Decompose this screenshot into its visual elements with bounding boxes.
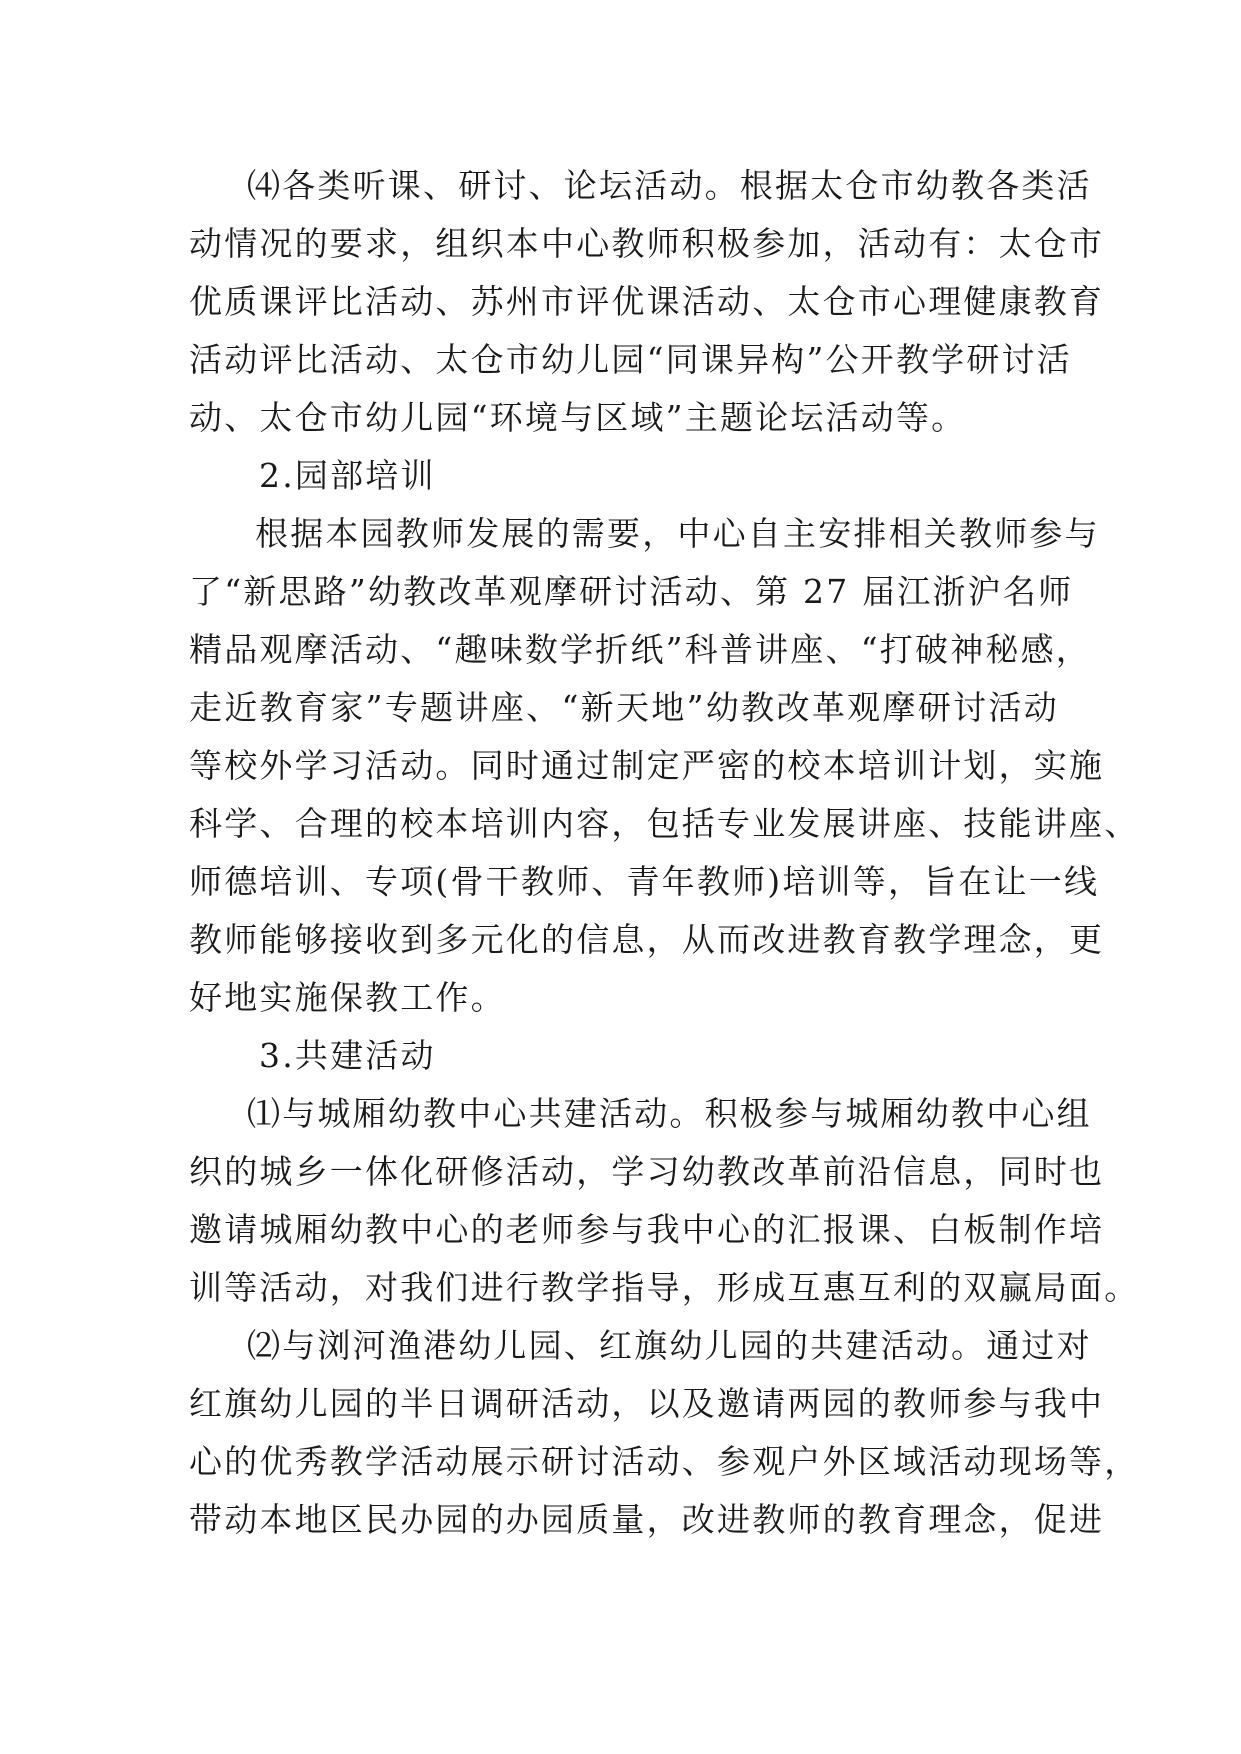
paragraph-line: 动情况的要求，组织本中心教师积极参加，活动有：太仓市 xyxy=(189,224,1105,263)
paragraph-line: 活动评比活动、太仓市幼儿园“同课异构”公开教学研讨活 xyxy=(189,340,1072,379)
paragraph-line: ⑴与城厢幼教中心共建活动。积极参与城厢幼教中心组 xyxy=(247,1094,1092,1133)
paragraph-line: 织的城乡一体化研修活动，学习幼教改革前沿信息，同时也 xyxy=(189,1152,1105,1191)
paragraph-line: 动、太仓市幼儿园“环境与区域”主题论坛活动等。 xyxy=(189,398,967,437)
paragraph-line: 精品观摩活动、“趣味数学折纸”科普讲座、“打破神秘感， xyxy=(189,630,1092,669)
paragraph-line: 根据本园教师发展的需要，中心自主安排相关教师参与 xyxy=(255,514,1100,553)
paragraph-line: 红旗幼儿园的半日调研活动，以及邀请两园的教师参与我中 xyxy=(189,1384,1105,1423)
paragraph-line: 走近教育家”专题讲座、“新天地”幼教改革观摩研讨活动 xyxy=(189,688,1059,727)
paragraph-line: 心的优秀教学活动展示研讨活动、参观户外区域活动现场等， xyxy=(189,1442,1140,1481)
paragraph-line: ⑷各类听课、研讨、论坛活动。根据太仓市幼教各类活 xyxy=(247,166,1092,205)
paragraph-line: 师德培训、专项(骨干教师、青年教师)培训等，旨在让一线 xyxy=(189,862,1100,901)
paragraph-line: 好地实施保教工作。 xyxy=(189,978,506,1017)
document-body xyxy=(189,157,1140,1549)
paragraph-line: 等校外学习活动。同时通过制定严密的校本培训计划，实施 xyxy=(189,746,1105,785)
paragraph-line: 教师能够接收到多元化的信息，从而改进教育教学理念，更 xyxy=(189,920,1105,959)
section-heading: 2.园部培训 xyxy=(259,456,436,495)
paragraph-line: 带动本地区民办园的办园质量，改进教师的教育理念，促进 xyxy=(189,1500,1105,1539)
section-heading: 3.共建活动 xyxy=(259,1036,436,1075)
paragraph-line: 优质课评比活动、苏州市评优课活动、太仓市心理健康教育 xyxy=(189,282,1105,321)
paragraph-line: 训等活动，对我们进行教学指导，形成互惠互利的双赢局面。 xyxy=(189,1268,1140,1307)
paragraph-line: 了“新思路”幼教改革观摩研讨活动、第 27 届江浙沪名师 xyxy=(189,572,1074,611)
paragraph-line: ⑵与浏河渔港幼儿园、红旗幼儿园的共建活动。通过对 xyxy=(247,1326,1092,1365)
paragraph-line: 邀请城厢幼教中心的老师参与我中心的汇报课、白板制作培 xyxy=(189,1210,1105,1249)
paragraph-line: 科学、合理的校本培训内容，包括专业发展讲座、技能讲座、 xyxy=(189,804,1140,843)
